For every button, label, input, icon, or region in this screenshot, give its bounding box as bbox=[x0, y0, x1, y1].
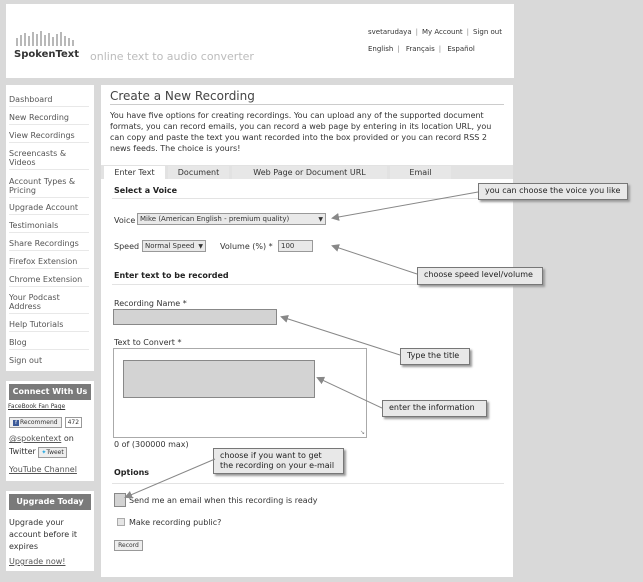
chevron-down-icon: ▼ bbox=[318, 216, 323, 223]
options-heading: Options bbox=[114, 468, 150, 477]
upgrade-text: Upgrade your account before it expires bbox=[9, 518, 78, 551]
sidebar-item-new-recording[interactable]: New Recording bbox=[9, 113, 89, 125]
sidebar-item-podcast-address[interactable]: Your Podcast Address bbox=[9, 293, 89, 314]
tab-document[interactable]: Document bbox=[168, 166, 229, 179]
arrow-voice bbox=[333, 192, 478, 218]
chevron-down-icon: ▼ bbox=[198, 243, 203, 250]
arrow-info bbox=[318, 378, 382, 408]
page-title: Create a New Recording bbox=[110, 89, 255, 103]
recommend-label: Recommend bbox=[20, 419, 58, 426]
upgrade-title: Upgrade Today bbox=[9, 494, 91, 510]
sidebar-item-share-recordings[interactable]: Share Recordings bbox=[9, 239, 89, 251]
annotation-email-line2: the recording on your e-mail bbox=[220, 461, 335, 470]
facebook-icon: f bbox=[13, 420, 19, 426]
twitter-text: Twitter bbox=[9, 447, 36, 456]
resize-handle-icon[interactable]: ↘ bbox=[359, 429, 365, 436]
public-option-label: Make recording public? bbox=[129, 518, 222, 527]
text-to-convert-label: Text to Convert * bbox=[114, 338, 182, 347]
language-links: English | Français | Español bbox=[368, 45, 475, 53]
logo[interactable]: SpokenText bbox=[14, 49, 80, 60]
sidebar-item-chrome-extension[interactable]: Chrome Extension bbox=[9, 275, 89, 287]
sidebar-item-testimonials[interactable]: Testimonials bbox=[9, 221, 89, 233]
my-account-link[interactable]: My Account bbox=[421, 28, 463, 36]
upgrade-now-link[interactable]: Upgrade now! bbox=[9, 557, 66, 566]
select-voice-heading: Select a Voice bbox=[114, 186, 178, 195]
sidebar-item-view-recordings[interactable]: View Recordings bbox=[9, 131, 89, 143]
tab-enter-text[interactable]: Enter Text bbox=[104, 166, 165, 179]
sidebar-item-account-types[interactable]: Account Types & Pricing bbox=[9, 177, 89, 198]
connect-title: Connect With Us bbox=[9, 384, 91, 400]
email-option-label: Send me an email when this recording is ready bbox=[129, 496, 318, 505]
facebook-fan-page-link[interactable]: FaceBook Fan Page bbox=[8, 403, 66, 410]
sidebar-item-help-tutorials[interactable]: Help Tutorials bbox=[9, 320, 89, 332]
speed-select-value: Normal Speed bbox=[145, 242, 195, 250]
sidebar-item-upgrade-account[interactable]: Upgrade Account bbox=[9, 203, 89, 215]
arrow-title bbox=[282, 317, 400, 355]
arrow-speed bbox=[333, 246, 417, 274]
lang-english[interactable]: English bbox=[368, 45, 394, 53]
account-links: svetarudaya | My Account | Sign out bbox=[368, 28, 502, 36]
record-button[interactable]: Record bbox=[114, 540, 143, 551]
sidebar-item-blog[interactable]: Blog bbox=[9, 338, 89, 350]
lang-spanish[interactable]: Español bbox=[447, 45, 475, 53]
twitter-icon: ✦ bbox=[41, 449, 47, 456]
tagline: online text to audio converter bbox=[90, 50, 254, 63]
speed-label: Speed bbox=[114, 242, 140, 251]
intro-text: You have five options for creating recordings. You can upload any of the supported document formats, you can record emails, you can record a web page by entering in its location URL, you can copy and paste the text you want recorded into the box provided or you can record RSS 2 news feeds. The choice is yours! bbox=[110, 111, 492, 153]
enter-text-heading: Enter text to be recorded bbox=[114, 271, 229, 280]
voice-select-value: Mike (American English - premium quality) bbox=[140, 215, 290, 223]
arrow-email bbox=[126, 459, 215, 497]
annotation-title: Type the title bbox=[400, 348, 470, 365]
annotation-voice: you can choose the voice you like bbox=[478, 183, 628, 200]
annotation-speed: choose speed level/volume bbox=[417, 267, 543, 285]
annotation-info: enter the information bbox=[382, 400, 487, 417]
username[interactable]: svetarudaya bbox=[368, 28, 412, 36]
sidebar-item-screencasts[interactable]: Screencasts & Videos bbox=[9, 149, 89, 170]
recording-name-label: Recording Name * bbox=[114, 299, 187, 308]
sign-out-link[interactable]: Sign out bbox=[473, 28, 502, 36]
sidebar-item-dashboard[interactable]: Dashboard bbox=[9, 95, 89, 107]
volume-input[interactable]: 100 bbox=[278, 240, 313, 252]
char-count: 0 of (300000 max) bbox=[114, 440, 189, 449]
annotation-email-line1: choose if you want to get bbox=[220, 451, 322, 460]
sidebar-item-firefox-extension[interactable]: Firefox Extension bbox=[9, 257, 89, 269]
twitter-on-text: on bbox=[63, 434, 74, 443]
sidebar-item-sign-out[interactable]: Sign out bbox=[9, 356, 43, 365]
tweet-label: Tweet bbox=[46, 449, 64, 456]
recommend-count: 472 bbox=[65, 417, 82, 428]
voice-label: Voice bbox=[114, 216, 136, 225]
lang-french[interactable]: Français bbox=[405, 45, 435, 53]
youtube-channel-link[interactable]: YouTube Channel bbox=[9, 465, 77, 474]
tab-web-page-url[interactable]: Web Page or Document URL bbox=[232, 166, 387, 179]
tab-email[interactable]: Email bbox=[390, 166, 451, 179]
twitter-handle-link[interactable]: @spokentext bbox=[9, 434, 62, 443]
volume-label: Volume (%) * bbox=[220, 242, 273, 251]
